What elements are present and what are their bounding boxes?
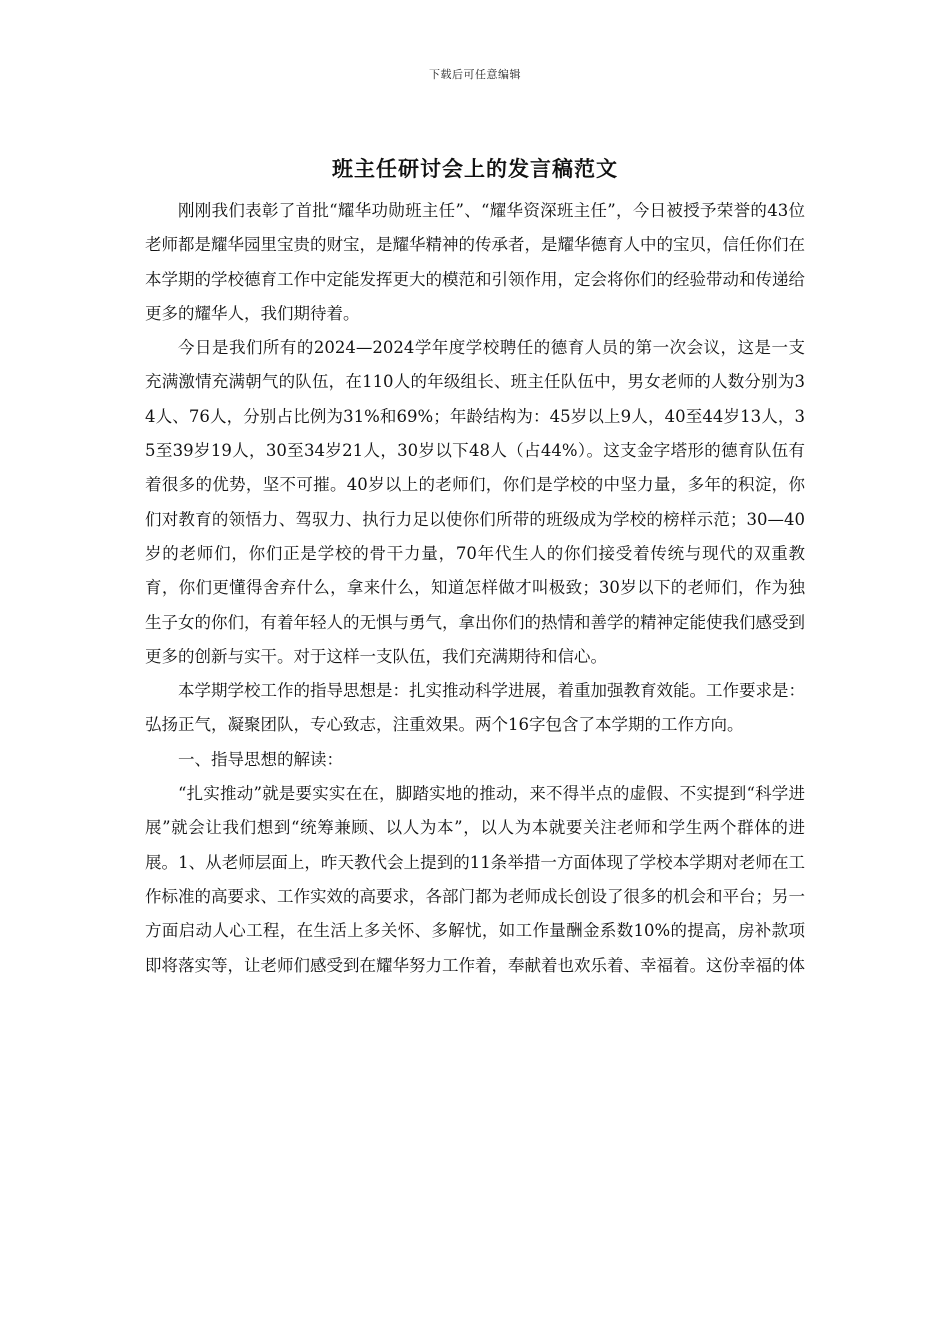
header-note: 下载后可任意编辑 [429, 68, 521, 81]
paragraph-interpretation: “扎实推动”就是要实实在在，脚踏实地的推动，来不得半点的虚假、不实提到“科学进展”就会让我们想到“统筹兼顾、以人为本”，以人为本就要关注老师和学生两个群体的进展。1、从老师层面上，昨天教代会上提到的11条举措一方面体现了学校本学期对老师在工作标准的高要求、工作实效的高要求，各部门都为老师成长创设了很多的机会和平台；另一方面启动人心工程，在生活上多关怀、多解忧，如工作量酬金系数10%的提高，房补款项即将落实等，让老师们感受到在耀华努力工作着，奉献着也欢乐着、幸福着。这份幸福的体 [145, 784, 805, 975]
paragraph-guiding-principles: 本学期学校工作的指导思想是：扎实推动科学进展，着重加强教育效能。工作要求是：弘扬正气，凝聚团队，专心致志，注重效果。两个16字包含了本学期的工作方向。 [145, 681, 805, 735]
document-body [145, 194, 805, 983]
paragraph-team-overview: 今日是我们所有的2024—2024学年度学校聘任的德育人员的第一次会议，这是一支充满激情充满朝气的队伍，在110人的年级组长、班主任队伍中，男女老师的人数分别为34人、76人，分别占比例为31%和69%；年龄结构为：45岁以上9人，40至44岁13人，35至39岁19人，30至34岁21人，30岁以下48人（占44%）。这支金字塔形的德育队伍有着很多的优势，坚不可摧。40岁以上的老师们，你们是学校的中坚力量，多年的积淀，你们对教育的领悟力、驾驭力、执行力足以使你们所带的班级成为学校的榜样示范；30—40岁的老师们，你们正是学校的骨干力量，70年代生人的你们接受着传统与现代的双重教育，你们更懂得舍弃什么，拿来什么，知道怎样做才叫极致；30岁以下的老师们，作为独生子女的你们，有着年轻人的无惧与勇气，拿出你们的热情和善学的精神定能使我们感受到更多的创新与实干。对于这样一支队伍，我们充满期待和信心。 [145, 338, 805, 666]
section-heading-1: 一、指导思想的解读： [178, 749, 343, 769]
paragraph-honors: 刚刚我们表彰了首批“耀华功勋班主任”、“耀华资深班主任”，今日被授予荣誉的43位老师都是耀华园里宝贵的财宝，是耀华精神的传承者，是耀华德育人中的宝贝，信任你们在本学期的学校德育工作中定能发挥更大的模范和引领作用，定会将你们的经验带动和传递给更多的耀华人，我们期待着。 [145, 201, 805, 323]
document-title: 班主任研讨会上的发言稿范文 [332, 156, 618, 181]
